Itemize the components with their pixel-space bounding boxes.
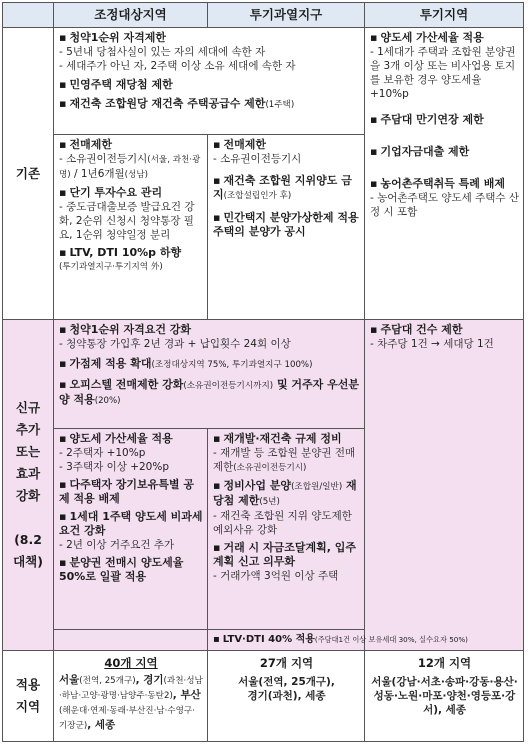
apply-overheat-count: 27개 지역: [259, 656, 314, 670]
item-resale-restriction-overheat: ▪ 전매제한: [213, 138, 360, 152]
new-adjust-overheat-cell: [53, 319, 365, 429]
header-corner: [2, 2, 54, 28]
basic-adjust-overheat-speculation-cell: [53, 27, 365, 135]
item-member-transfer-ban: ▪ 재건축 조합원 지위양도 금지(조합설립인가 후): [213, 174, 360, 203]
apply-adjust-count: 40개 지역: [104, 656, 158, 670]
apply-speculation-count: 12개 지역: [417, 656, 472, 670]
new-adjust-cell: [53, 428, 208, 630]
item-transfer-tax-rate: ▪ 양도세 가산세율 적용: [59, 432, 203, 446]
new-overheat-cell: [207, 428, 365, 630]
transfer-tax-rate-2: - 3주택자 이상 +20%p: [59, 461, 169, 473]
transfer-tax-detail: - 1세대가 주택과 조합원 분양권을 3개 이상 또는 비사업용 토지를 보유한 경우 양도세율 +10%p: [370, 46, 516, 100]
subscription-qualification-detail: - 청약통장 가입후 2년 경과 + 납입횟수 24회 이상: [59, 338, 291, 350]
item-presale-tax: ▪ 분양권 전매시 양도세율 50%로 일괄 적용: [59, 556, 203, 584]
header-speculation-area: 투기지역: [364, 2, 524, 28]
item-ltv-dti: ▪ LTV, DTI 10%p 하향: [59, 246, 203, 260]
item-officetel-resale: ▪ 오피스텔 전매제한 강화(소유권이전등기시까지) 및 거주자 우선분양 적용(20%): [59, 378, 360, 408]
item-transfer-tax-surcharge: ▪ 양도세 가산세율 적용: [370, 31, 519, 45]
item-one-house-exemption: ▪ 1세대 1주택 양도세 비과세 요건 강화: [59, 510, 203, 538]
row-label-basic: 기존: [2, 27, 54, 320]
apply-speculation-cell: [364, 650, 524, 742]
resale-detail: - 소유권이전등기시(서울, 과천·광명) / 1년6개월(성남): [59, 153, 201, 180]
item-mortgage-extension-limit: ▪ 주담대 만기연장 제한: [370, 113, 519, 127]
rural-housing-detail: - 농어촌주택도 양도세 주택수 산정 시 포함: [370, 192, 519, 218]
item-resale-restriction: ▪ 전매제한: [59, 138, 203, 152]
redevelopment-detail: - 재개발 등 조합원 분양권 전매제한(소유권이전등기시): [213, 447, 356, 473]
ltv-dti-note: (투기과열지구·투기지역 外): [59, 262, 163, 272]
header-adjustment-area: 조정대상지역: [53, 2, 208, 28]
basic-speculation-cell: [364, 27, 524, 320]
funding-plan-detail: - 거래가액 3억원 이상 주택: [213, 570, 339, 582]
item-ltv-dti-40: ▪ LTV·DTI 40% 적용(주담대1건 이상 보유세대 30%, 실수요자 50%): [213, 633, 360, 647]
item-redevelopment-regulation: ▪ 재개발·재건축 규제 정비: [213, 432, 360, 446]
item-price-cap-disclosure: ▪ 민간택지 분양가상한제 적용 주택의 분양가 공시: [213, 211, 360, 239]
apply-adjust-cell: [53, 650, 208, 742]
subscription-detail-2: - 세대주가 아닌 자, 2주택 이상 소유 세대에 속한 자: [59, 60, 296, 72]
item-rural-housing-exclusion: ▪ 농어촌주택취득 특례 배제: [370, 177, 519, 191]
resale-overheat-detail: - 소유권이전등기시: [213, 153, 302, 165]
item-rewin-restriction: ▪ 정비사업 분양(조합원/일반) 재당첨 제한(5년): [213, 479, 360, 509]
new-adjust-bottom-filler: [53, 629, 208, 651]
item-subscription-qualification: ▪ 청약1순위 자격요건 강화: [59, 323, 360, 337]
row-label-new: 신규 추가 또는 효과 강화 (8.2 대책): [2, 319, 54, 651]
one-house-detail: - 2년 이상 거주요건 추가: [59, 539, 175, 551]
subscription-detail-1: - 5년내 당첨사실이 있는 자의 세대에 속한 자: [59, 46, 266, 58]
new-ltv-dti-cell: [207, 629, 468, 651]
apply-adjust-regions: 서울(전역, 25개구), 경기(과천·성남·하남·고양·광명·남양주·동탄2), 부산(해운대·연제·동래·부산진·남·수영구·기장군), 세종: [59, 674, 203, 731]
item-short-term-demand: ▪ 단기 투자수요 관리: [59, 186, 203, 200]
short-term-detail: - 중도금대출보증 발급요건 강화, 2순위 신청시 청약통장 필요, 1순위 청약일정 분리: [59, 201, 195, 241]
policy-table: [2, 2, 526, 742]
mortgage-count-detail: - 차주당 1건 → 세대당 1건: [370, 338, 494, 350]
row-label-apply: 적용 지역: [2, 650, 54, 742]
item-long-term-deduction: ▪ 다주택자 장기보유특별 공제 적용 배제: [59, 478, 203, 506]
item-funding-plan-report: ▪ 거래 시 자금조달계획, 입주계획 신고 의무화: [213, 541, 360, 569]
item-corporate-loan-limit: ▪ 기업자금대출 제한: [370, 145, 519, 159]
basic-adjust-overheat-cell: [53, 134, 208, 320]
item-rewinning-restriction: ▪ 민영주택 재당첨 제한: [59, 78, 360, 92]
new-speculation-top-cell: [364, 319, 524, 651]
transfer-tax-rate-1: - 2주택자 +10%p: [59, 447, 146, 459]
apply-speculation-regions: 서울(강남·서초·송파·강동·용산·성동·노원·마포·양천·영등포·강서), 세종: [371, 676, 518, 716]
basic-overheat-cell: [207, 134, 365, 320]
rewin-detail: - 재건축 조합원 지위 양도제한 예외사유 강화: [213, 510, 352, 536]
item-subscription-restriction: ▪ 청약1순위 자격제한: [59, 31, 360, 45]
apply-overheat-regions-1: 서울(전역, 25개구),: [238, 676, 335, 688]
item-point-system-expansion: ▪ 가점제 적용 확대(조정대상지역 75%, 투기과열지구 100%): [59, 357, 360, 372]
apply-overheat-regions-2: 경기(과천), 세종: [247, 690, 326, 702]
apply-overheat-cell: [207, 650, 365, 742]
item-reconstruction-supply-limit: ▪ 재건축 조합원당 재건축 주택공급수 제한(1주택): [59, 97, 360, 112]
header-overheated-district: 투기과열지구: [207, 2, 365, 28]
item-mortgage-count-limit: ▪ 주담대 건수 제한: [370, 323, 519, 337]
